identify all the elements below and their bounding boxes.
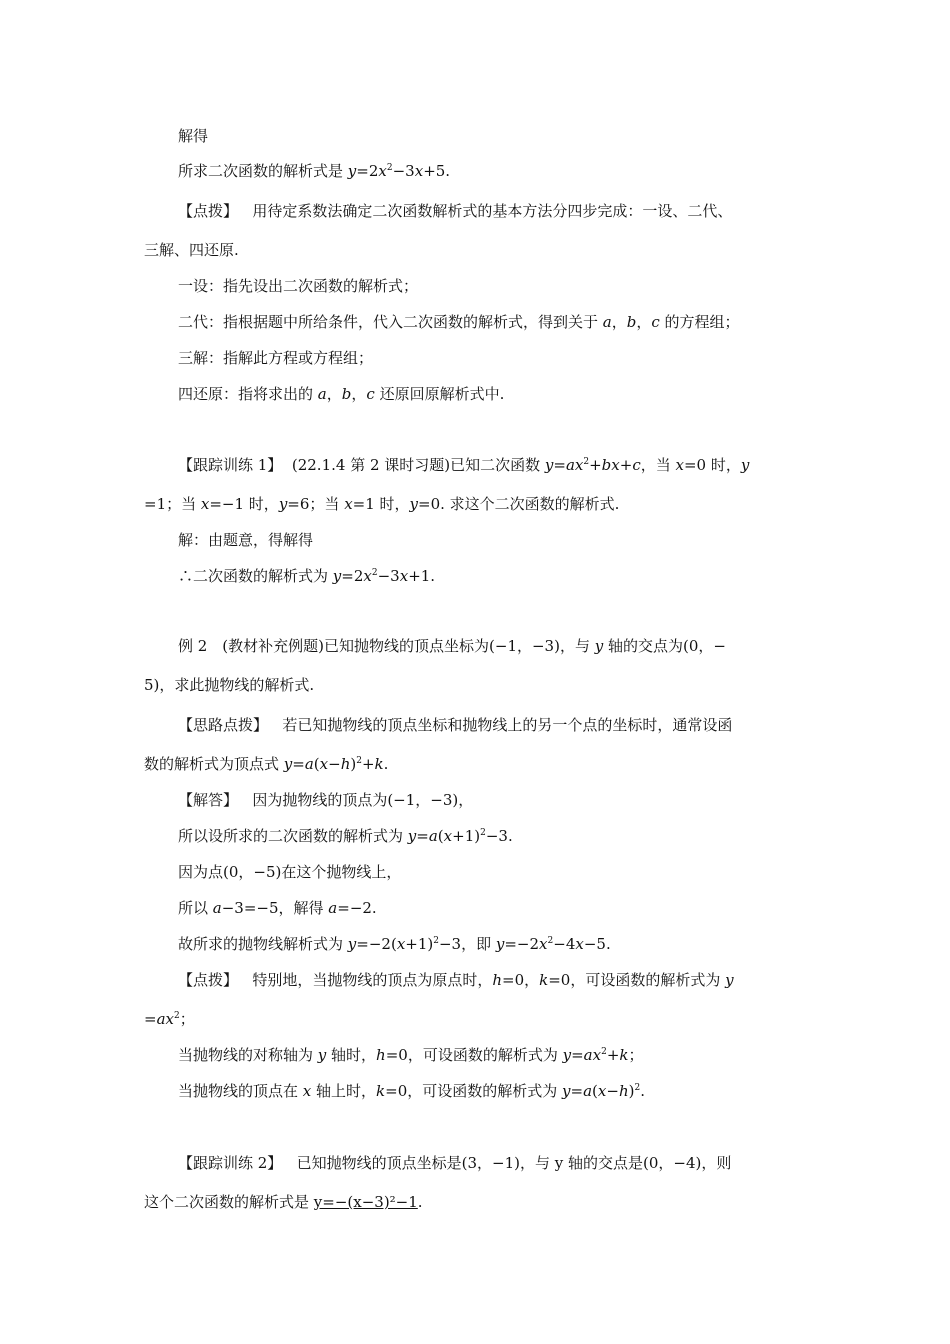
text-line: 解：由题意，得解得: [178, 531, 314, 549]
text-line: 一设：指先设出二次函数的解析式；: [178, 277, 419, 295]
text-line: 5)，求此抛物线的解析式.: [144, 676, 315, 694]
text-line: 所以 a−3=−5，解得 a=−2.: [178, 899, 377, 917]
answer-blank: y=−(x−3)²−1: [313, 1193, 418, 1211]
text-line: =1；当 x=−1 时，y=6；当 x=1 时，y=0. 求这个二次函数的解析式.: [144, 495, 620, 513]
text-line: 所求二次函数的解析式是 $y=2x^2-3x+5$.: [178, 162, 451, 180]
tip-heading: 【点拨】 特别地，当抛物线的顶点为原点时，h=0，k=0，可设函数的解析式为 y: [178, 971, 734, 989]
exercise-heading: 【跟踪训练 2】 已知抛物线的顶点坐标是(3，−1)，与 y 轴的交点是(0，−4)，则: [178, 1154, 732, 1172]
exercise-heading: 【跟踪训练 1】 (22.1.4 第 2 课时习题)已知二次函数 $y=ax^2+bx+c$，当 x=0 时，y: [178, 456, 750, 474]
text-line: 数的解析式为顶点式 $y=a(x-h)^2+k$.: [144, 755, 389, 773]
text-line: ∴二次函数的解析式为 $y=2x^2-3x+1$.: [178, 567, 436, 585]
tip-heading: 【点拨】 用待定系数法确定二次函数解析式的基本方法分四步完成：一设、二代、: [178, 202, 733, 220]
text-line: 二代：指根据题中所给条件，代入二次函数的解析式，得到关于 a，b，c 的方程组；: [178, 313, 740, 331]
text-line: 因为点(0，−5)在这个抛物线上，: [178, 863, 402, 881]
text-line: 三解、四还原.: [144, 241, 239, 259]
text-line: 故所求的抛物线解析式为 $y=-2(x+1)^2-3$，即 $y=-2x^2-4x-5$.: [178, 935, 611, 953]
text-line: 三解：指解此方程或方程组；: [178, 349, 374, 367]
tip-heading: 【思路点拨】 若已知抛物线的顶点坐标和抛物线上的另一个点的坐标时，通常设函: [178, 716, 733, 734]
text-line: $=ax^2$；: [144, 1010, 195, 1028]
text-line: 这个二次函数的解析式是 y=−(x−3)²−1.: [144, 1193, 423, 1211]
text-line: 当抛物线的顶点在 x 轴上时，k=0，可设函数的解析式为 $y=a(x-h)^2$.: [178, 1082, 645, 1100]
text-line: 当抛物线的对称轴为 y 轴时，h=0，可设函数的解析式为 $y=ax^2+k$；: [178, 1046, 644, 1064]
answer-heading: 【解答】 因为抛物线的顶点为(−1，−3)，: [178, 791, 474, 809]
example-heading: 例 2 (教材补充例题)已知抛物线的顶点坐标为(−1，−3)，与 y 轴的交点为(0，−: [178, 637, 726, 655]
text-line: 所以设所求的二次函数的解析式为 $y=a(x+1)^2-3$.: [178, 827, 513, 845]
text-line: 解得: [178, 127, 209, 145]
text-line: 四还原：指将求出的 a，b，c 还原回原解析式中.: [178, 385, 505, 403]
